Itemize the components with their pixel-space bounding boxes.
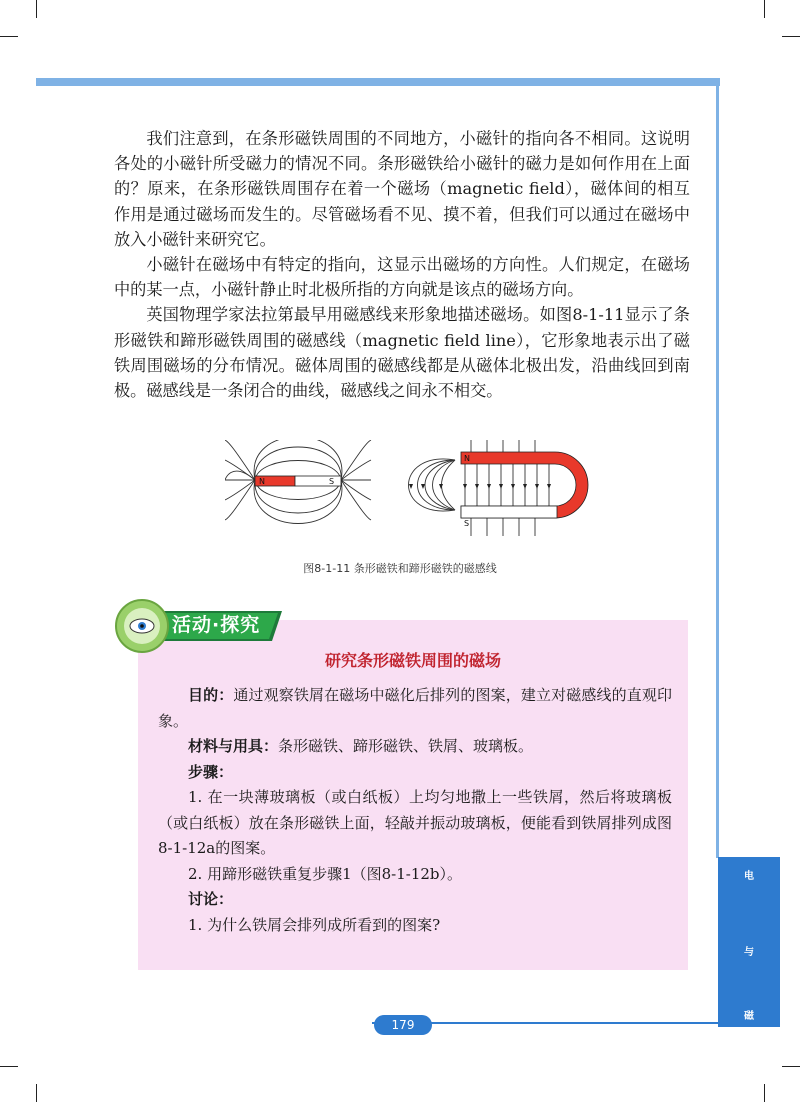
crop-mark <box>0 36 18 37</box>
body-text <box>114 126 690 403</box>
figure-caption: 图8-1-11 条形磁铁和蹄形磁铁的磁感线 <box>303 562 497 575</box>
field-lines-figure <box>225 440 605 552</box>
margin-rule <box>716 78 719 858</box>
bar-magnet-south <box>295 476 341 486</box>
activity-body <box>158 683 672 938</box>
discussion-line <box>158 887 672 913</box>
side-tab-char-3: 磁 <box>744 1011 754 1022</box>
steps-line <box>158 760 672 786</box>
side-tab-char-1: 电 <box>744 871 754 882</box>
side-tab-char-2: 与 <box>744 947 754 958</box>
discussion-label: 讨论： <box>188 890 234 908</box>
crop-mark <box>36 1084 37 1102</box>
activity-badge-label: 活动·探究 <box>172 614 261 636</box>
chapter-side-tab <box>718 857 780 1027</box>
purpose-label: 目的： <box>188 686 234 704</box>
materials-text: 条形磁铁、蹄形磁铁、铁屑、玻璃板。 <box>278 737 534 755</box>
paragraph-magnetic-field: 我们注意到，在条形磁铁周围的不同地方，小磁针的指向各不相同。这说明各处的小磁针所受磁力的情况不同。条形磁铁给小磁针的磁力是如何作用在上面的？原来，在条形磁铁周围存在着一个磁场（magnetic field），磁体间的相互作用是通过磁场而发生的。尽管磁场看不见、摸不着，但我们可以通过在磁场中放入小磁针来研究它。 <box>114 129 690 249</box>
header-band <box>36 78 720 86</box>
crop-mark <box>764 0 765 18</box>
purpose-text: 通过观察铁屑在磁场中磁化后排列的图案，建立对磁感线的直观印象。 <box>158 686 672 730</box>
horseshoe-pole-n-label: N <box>464 454 470 463</box>
crop-mark <box>782 36 800 37</box>
crop-mark <box>0 1066 18 1067</box>
paragraph-field-lines: 英国物理学家法拉第最早用磁感线来形象地描述磁场。如图8-1-11显示了条形磁铁和蹄形磁铁周围的磁感线（magnetic field line），它形象地表示出了磁铁周围磁场的分布情况。磁体周围的磁感线都是从磁体北极出发，沿曲线回到南极。磁感线是一条闭合的曲线，磁感线之间永不相交。 <box>114 305 690 401</box>
bar-pole-n-label: N <box>259 477 265 486</box>
horseshoe-pole-s-label: S <box>464 519 470 528</box>
horseshoe-arrows <box>409 484 551 489</box>
crop-mark <box>36 0 37 18</box>
purpose-line <box>158 683 672 734</box>
page-number: 179 <box>374 1015 432 1035</box>
steps-label: 步骤： <box>188 762 234 781</box>
bar-pole-s-label: S <box>329 477 335 486</box>
eye-icon <box>130 619 154 633</box>
activity-title: 研究条形磁铁周围的磁场 <box>324 651 501 670</box>
paragraph-field-direction: 小磁针在磁场中有特定的指向，这显示出磁场的方向性。人们规定，在磁场中的某一点，小磁针静止时北极所指的方向就是该点的磁场方向。 <box>114 255 690 300</box>
materials-label: 材料与用具： <box>188 737 279 755</box>
step-1: 1. 在一块薄玻璃板（或白纸板）上均匀地撒上一些铁屑，然后将玻璃板（或白纸板）放在条形磁铁上面，轻敲并振动玻璃板，便能看到铁屑排列成图8-1-12a的图案。 <box>158 788 672 857</box>
horseshoe-magnet-south-arm <box>461 506 557 518</box>
crop-mark <box>764 1084 765 1102</box>
question-1: 1. 为什么铁屑会排列成所看到的图案? <box>188 915 441 934</box>
step-2: 2. 用蹄形磁铁重复步骤1（图8-1-12b）。 <box>188 864 463 883</box>
materials-line <box>158 734 672 760</box>
crop-mark <box>782 1066 800 1067</box>
